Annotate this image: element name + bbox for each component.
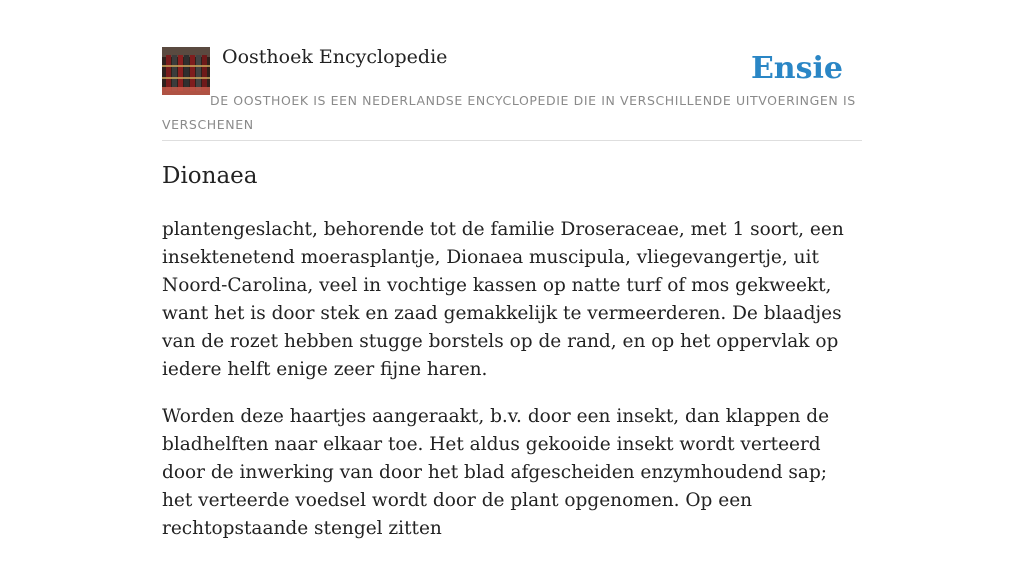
article-paragraph: plantengeslacht, behorende tot de familie Droseraceae, met 1 soort, een insektenetend moerasplantje, Dionaea muscipula, vliegevangertje, uit Noord-Carolina, veel in vochtige kassen op natte turf of mos gekweekt, want het is door stek en zaad gemakkelijk te vermeerderen. De blaadjes van de rozet hebben stugge borstels op de rand, en op het oppervlak op iedere helft enige zeer fijne haren. <box>162 219 844 380</box>
article-paragraph: Worden deze haartjes aangeraakt, b.v. door een insekt, dan klappen de bladhelften naar elkaar toe. Het aldus gekooide insekt wordt verteerd door de inwerking van door het blad afgescheiden enzymhoudend sap; het verteerde voedsel wordt door de plant opgenomen. Op een rechtopstaande stengel zitten <box>162 406 830 539</box>
site-header <box>162 0 862 141</box>
article-body <box>162 216 862 562</box>
content-column <box>162 0 862 539</box>
site-name-link[interactable]: Oosthoek Encyclopedie <box>222 46 448 68</box>
site-tagline: DE OOSTHOEK IS EEN NEDERLANDSE ENCYCLOPEDIE DIE IN VERSCHILLENDE UITVOERINGEN IS VERSCHENEN <box>162 93 856 132</box>
encyclopedia-books-avatar[interactable] <box>162 47 210 95</box>
article-title: Dionaea <box>162 163 258 189</box>
books-icon <box>162 47 210 95</box>
brand-logo-link[interactable]: Ensie <box>750 51 843 86</box>
